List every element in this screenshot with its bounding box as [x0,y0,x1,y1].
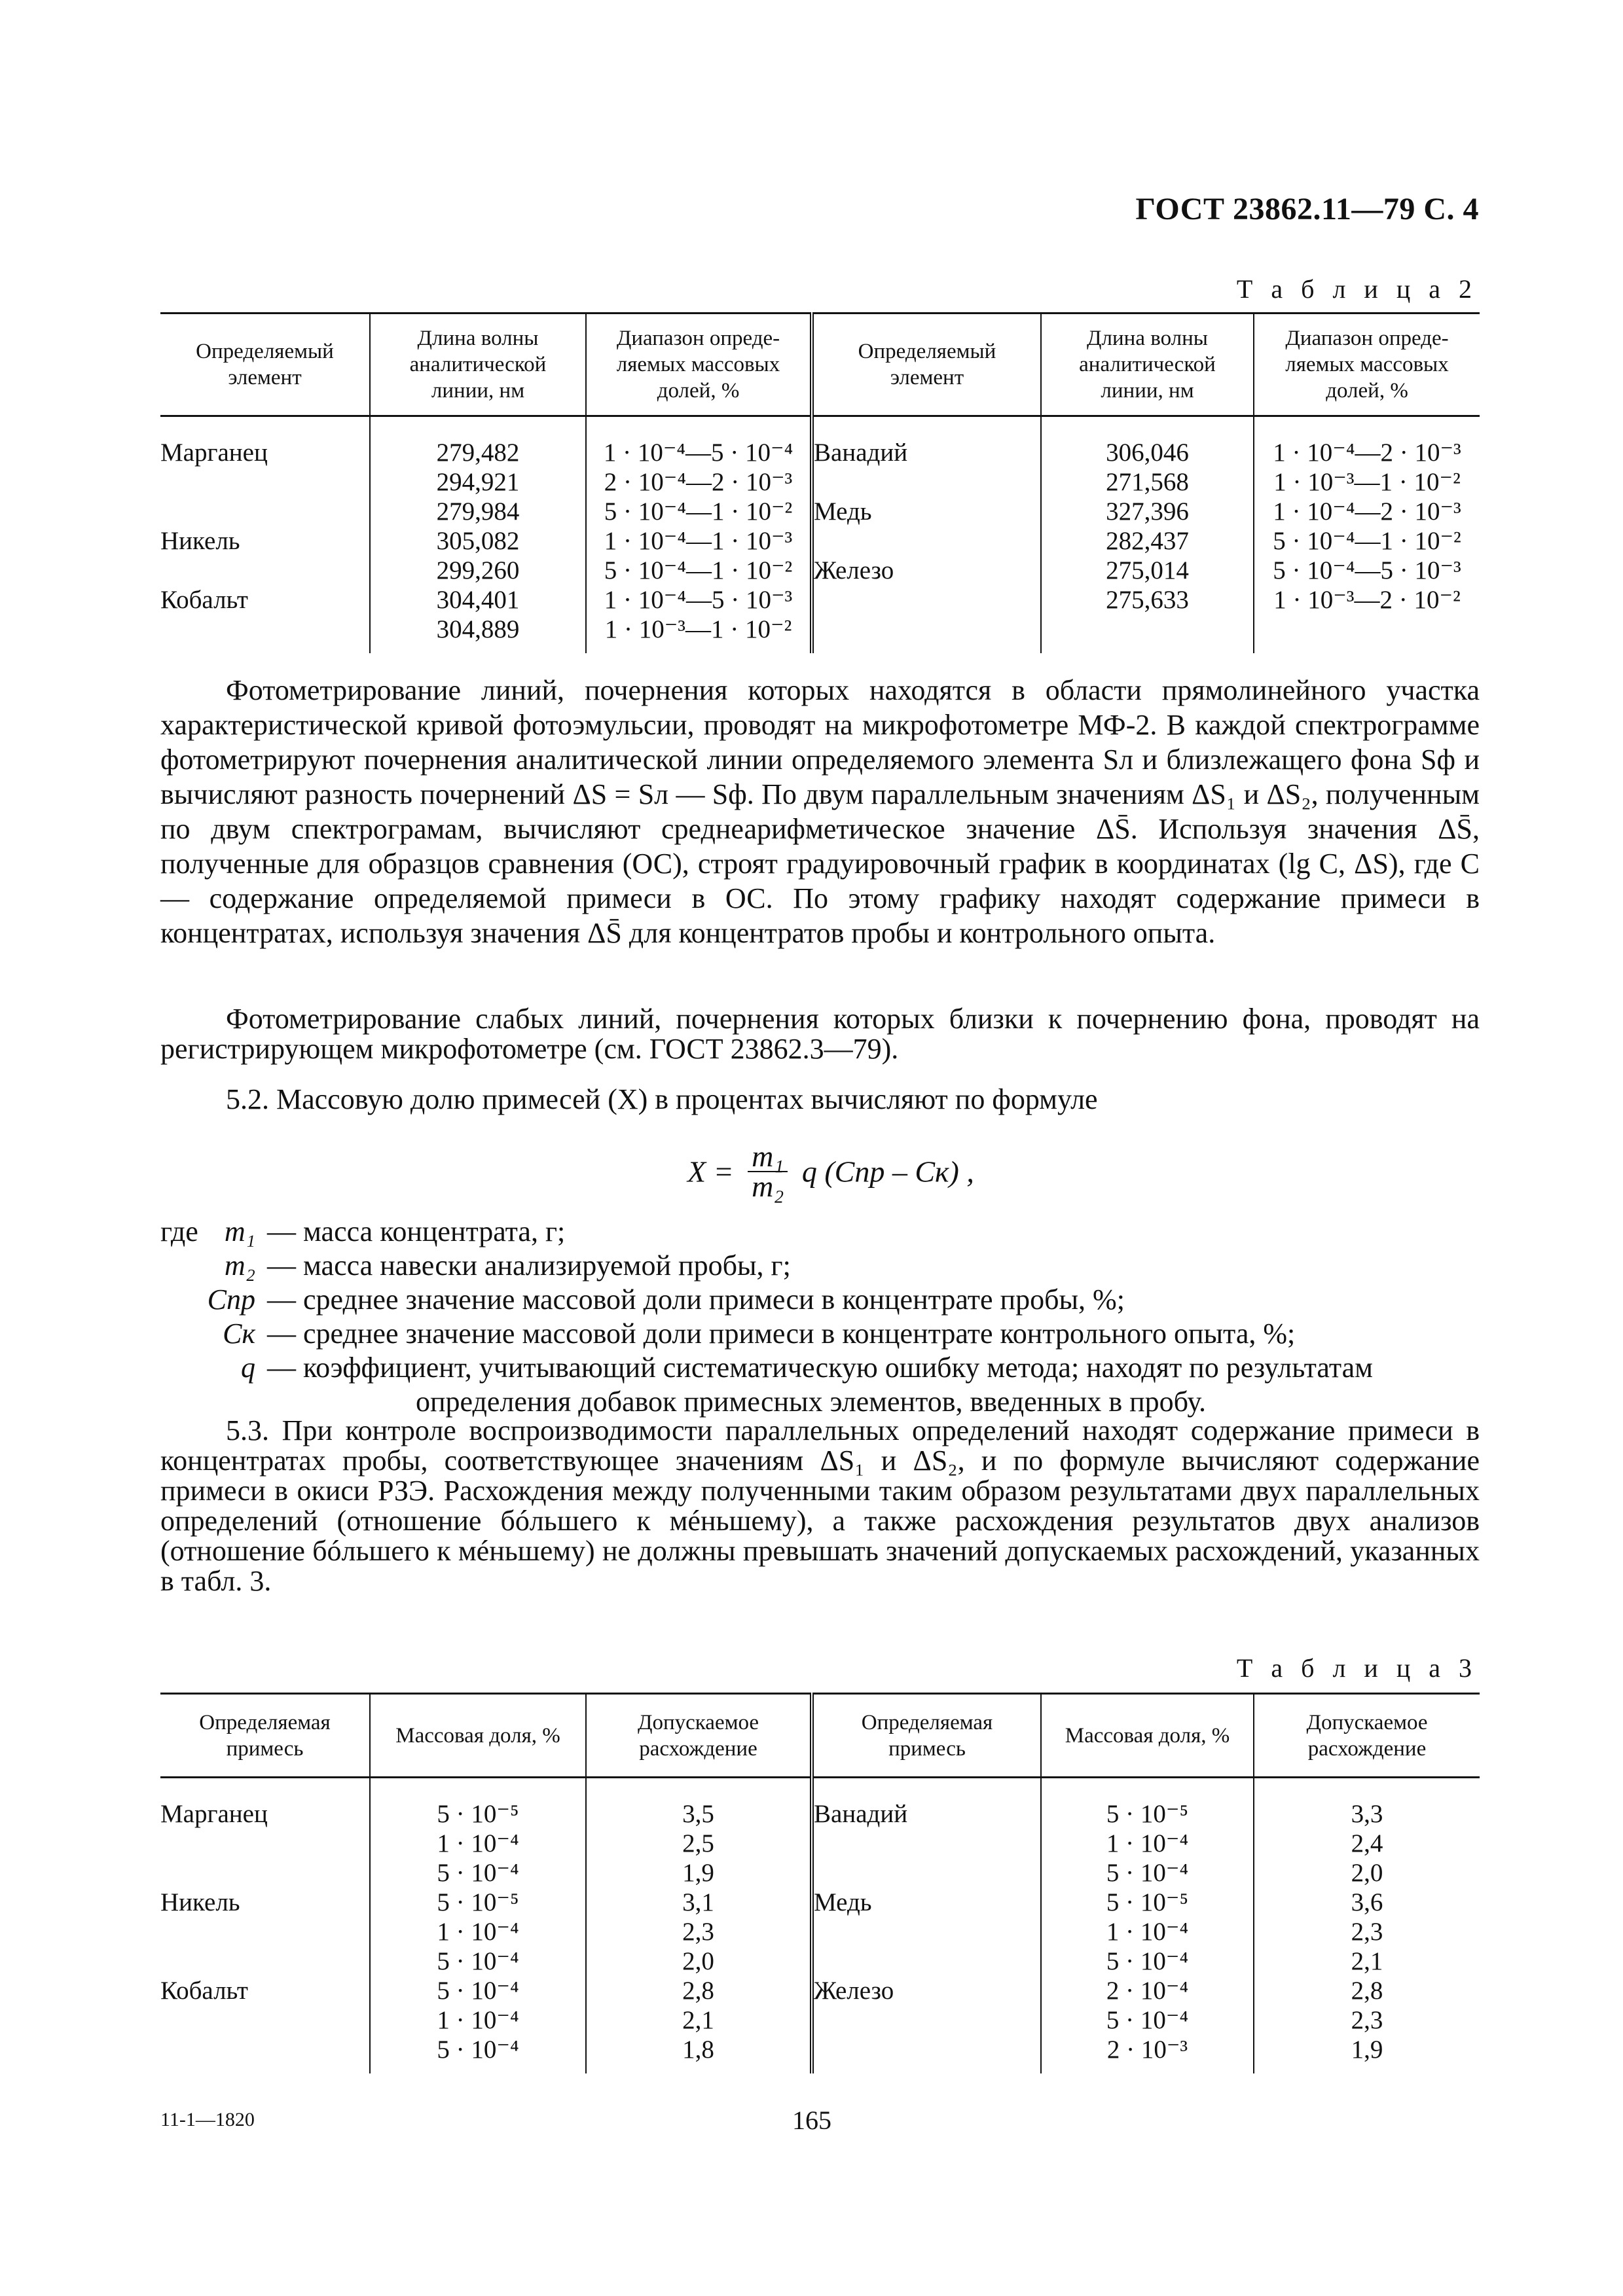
table2-wavelength-cell: 305,082 [370,526,586,556]
table2-element-cell: Железо [812,556,1041,585]
table3-mass-cell: 1 · 10⁻⁴ [370,1829,586,1858]
table3-header-cell: Допускаемое расхождение [586,1694,812,1778]
table3-element-cell [160,2005,370,2035]
table3-mass-cell: 1 · 10⁻⁴ [370,2005,586,2035]
table2-wavelength-cell: 279,482 [370,416,586,468]
table2-range-cell: 1 · 10⁻³—2 · 10⁻² [1254,585,1480,615]
table3-allowed-cell: 1,8 [586,2035,812,2073]
table2-wavelength-cell: 275,014 [1041,556,1254,585]
table2-header-cell: Определяемый элемент [196,340,334,389]
table3-mass-cell: 2 · 10⁻⁴ [1041,1976,1254,2005]
table2-wavelength-cell: 282,437 [1041,526,1254,556]
table3-mass-cell: 5 · 10⁻⁵ [370,1888,586,1917]
definition-symbol: m₂ [224,1249,255,1282]
table3-element-cell: Железо [812,1976,1041,2005]
table3-allowed-cell: 3,5 [586,1778,812,1829]
table3-header-cell: Допускаемое расхождение [1254,1694,1480,1778]
table3-mass-cell: 5 · 10⁻⁴ [370,1946,586,1976]
table3-allowed-cell: 1,9 [1254,2035,1480,2073]
table-row [160,1858,1480,1888]
table2-element-cell [160,497,370,526]
mass-fraction-formula [687,1139,974,1203]
table3-mass-cell: 5 · 10⁻⁴ [370,1858,586,1888]
table2-wavelength-cell: 299,260 [370,556,586,585]
definition-text: — среднее значение массовой доли примеси в концентрате пробы, %; [267,1283,1125,1316]
definition-text: — среднее значение массовой доли примеси в концентрате контрольного опыта, %; [267,1318,1296,1350]
table3-element-cell: Медь [812,1888,1041,1917]
table3-allowed-cell: 2,8 [586,1976,812,2005]
table2-element-cell: Марганец [160,439,268,467]
table2-caption: Т а б л и ц а 2 [1236,274,1478,304]
table-row [160,1917,1480,1946]
table2-element-cell: Никель [160,527,240,555]
table2-range-cell: 5 · 10⁻⁴—5 · 10⁻³ [1254,556,1480,585]
table3-element-cell [812,1917,1041,1946]
table2-range-cell: 1 · 10⁻³—1 · 10⁻² [1254,467,1480,497]
table2-header-cell: Диапазон опреде- ляемых массовых долей, % [1254,314,1480,416]
table2-wavelength-cell: 306,046 [1041,416,1254,468]
definition-symbol: m₁ [224,1215,255,1247]
table2-wavelength-cell: 271,568 [1041,467,1254,497]
paragraph-weak-lines: Фотометрирование слабых линий, почернения которых близки к почернению фона, проводят на регистрирующем микрофотометре (см. ГОСТ 23862.3—79). [160,1003,1480,1065]
table3-mass-cell: 5 · 10⁻⁴ [370,2035,586,2073]
table3-element-cell [812,1858,1041,1888]
formula-fraction [748,1139,788,1203]
table3-element-cell [160,1946,370,1976]
table3-allowed-cell: 2,0 [1254,1858,1480,1888]
table3-element-cell [160,1858,370,1888]
formula-rest: q (Cпр – Cк) , [801,1155,974,1189]
formula-definitions [160,1215,1480,1419]
table3-allowed-cell: 1,9 [586,1858,812,1888]
definition-row [160,1215,1480,1249]
table3-header-cell: Массовая доля, % [370,1694,586,1778]
definition-continuation: определения добавок примесных элементов, введенных в пробу. [416,1386,1206,1418]
formula-lhs: X = [687,1155,734,1189]
table3-mass-cell: 5 · 10⁻⁴ [1041,2005,1254,2035]
table3-caption: Т а б л и ц а 3 [1236,1653,1478,1683]
table3-allowed-cell: 2,3 [1254,2005,1480,2035]
table2-element-cell [812,526,1041,556]
definition-text: — коэффициент, учитывающий систематическую ошибку метода; находят по результатам [267,1352,1373,1384]
paragraph-5-2: 5.2. Массовую долю примесей (X) в процентах вычисляют по формуле [226,1083,1098,1115]
table2-element-cell [812,585,1041,615]
table2-range-cell: 1 · 10⁻⁴—2 · 10⁻³ [1254,416,1480,468]
definitions-lead: где [160,1215,198,1247]
table3-header-cell: Массовая доля, % [1041,1694,1254,1778]
table3-element-cell: Ванадий [812,1778,1041,1829]
table2-range-cell: 1 · 10⁻⁴—2 · 10⁻³ [1254,497,1480,526]
table2-element-cell [160,556,370,585]
table2-wavelength-cell: 294,921 [370,467,586,497]
table-row [160,497,1480,526]
definition-row [160,1351,1480,1385]
table3-mass-cell: 1 · 10⁻⁴ [1041,1917,1254,1946]
table2-element-cell: Ванадий [812,416,1041,468]
table-row [160,1829,1480,1858]
table-row [160,1778,1480,1829]
table-row [160,1946,1480,1976]
table3-element-cell [812,2035,1041,2073]
formula-denominator: m₂ [752,1170,784,1203]
table3-element-cell [160,2035,370,2073]
definition-row [160,1317,1480,1351]
table3-mass-cell: 5 · 10⁻⁴ [1041,1858,1254,1888]
table-row [160,615,1480,653]
table2-range-cell: 5 · 10⁻⁴—1 · 10⁻² [586,497,812,526]
definition-text: — масса навески анализируемой пробы, г; [267,1249,791,1282]
table-row [160,416,1480,468]
table2-element-cell: Кобальт [160,586,248,614]
table2-wavelength-cell: 304,889 [370,615,586,653]
table2-range-cell: 5 · 10⁻⁴—1 · 10⁻² [1254,526,1480,556]
table3-allowed-cell: 2,1 [586,2005,812,2035]
table2-element-cell: Медь [812,497,1041,526]
table3-allowed-cell: 2,0 [586,1946,812,1976]
table2-element-cell [812,615,1041,653]
definition-row [160,1249,1480,1283]
table3-allowed-cell: 2,1 [1254,1946,1480,1976]
table3-allowed-cell: 2,4 [1254,1829,1480,1858]
table2-range-cell: 1 · 10⁻⁴—1 · 10⁻³ [586,526,812,556]
table3-allowed-cell: 2,3 [1254,1917,1480,1946]
table3-mass-cell: 2 · 10⁻³ [1041,2035,1254,2073]
table2-range-cell [1254,615,1480,653]
table2-wavelength-cell: 275,633 [1041,585,1254,615]
table3-mass-cell: 1 · 10⁻⁴ [370,1917,586,1946]
table3-allowed-cell: 3,6 [1254,1888,1480,1917]
definition-row [160,1283,1480,1317]
table3-element-cell [160,1917,370,1946]
table2-header-cell: Диапазон опреде- ляемых массовых долей, % [586,314,812,416]
table-row [160,1976,1480,2005]
table3-mass-cell: 5 · 10⁻⁵ [1041,1778,1254,1829]
table3-element-cell [812,1829,1041,1858]
table2-header-row [160,314,1480,416]
table3-header-cell: Определяемая примесь [812,1694,1041,1778]
table3-element-cell [160,1829,370,1858]
paragraph-5-3: 5.3. При контроле воспроизводимости параллельных определений находят содержание примеси в концентратах пробы, соответствующее значениям ΔS₁ и ΔS₂, и по формуле вычисляют содержание примеси в окиси РЗЭ. Расхождения между полученными таким образом результатами двух параллельных определений (отношение бóльшего к мéньшему), а также расхождения результатов двух анализов (отношение бóльшего к мéньшему) не должны превышать значений допускаемых расхождений, указанных в табл. 3. [160,1414,1480,1597]
table3-allowed-cell: 2,3 [586,1917,812,1946]
table3-element-cell [812,1946,1041,1976]
document-header: ГОСТ 23862.11—79 С. 4 [1135,192,1479,226]
footer-print-code: 11-1—1820 [160,2109,255,2130]
table2-header-cell: Длина волны аналитической линии, нм [1041,314,1254,416]
table2-element-cell [160,615,370,653]
page-number: 165 [792,2106,831,2135]
table2-range-cell: 1 · 10⁻⁴—5 · 10⁻³ [586,585,812,615]
table-row [160,467,1480,497]
table3-element-cell: Никель [160,1888,240,1916]
table3-mass-cell: 5 · 10⁻⁵ [370,1778,586,1829]
table3-allowed-cell: 2,8 [1254,1976,1480,2005]
table3-allowed-cell: 3,3 [1254,1778,1480,1829]
table2-range-cell: 1 · 10⁻³—1 · 10⁻² [586,615,812,653]
table2-range-cell: 5 · 10⁻⁴—1 · 10⁻² [586,556,812,585]
paragraph-photometry: Фотометрирование линий, почернения которых находятся в области прямолинейного участка характеристической кривой фотоэмульсии, проводят на микрофотометре МФ-2. В каждой спектрограмме фотометрируют почернения аналитической линии определяемого элемента Sл и близлежащего фона Sф и вычисляют разность почернений ΔS = Sл — Sф. По двум параллельным значениям ΔS₁ и ΔS₂, полученным по двум спектрограмам, вычисляют среднеарифметическое значение ΔS̄. Используя значения ΔS̄, полученные для образцов сравнения (ОС), строят градуировочный график в координатах (lg C, ΔS), где C — содержание определяемой примеси в ОС. По этому графику находят содержание примеси в концентратах, используя значения ΔS̄ для концентратов пробы и контрольного опыта. [160,674,1480,949]
table-row [160,556,1480,585]
table2-wavelength-cell: 279,984 [370,497,586,526]
table2-wavelength-cell: 304,401 [370,585,586,615]
table3-element-cell: Кобальт [160,1977,248,2005]
table2-wavelength-cell: 327,396 [1041,497,1254,526]
table2-element-cell [160,467,370,497]
definition-symbol: Cк [223,1318,255,1350]
table3-element-cell [812,2005,1041,2035]
table3-mass-cell: 5 · 10⁻⁴ [370,1976,586,2005]
table3-allowed-cell: 2,5 [586,1829,812,1858]
table3-header-row [160,1694,1480,1778]
table-row [160,2035,1480,2073]
table-row [160,526,1480,556]
table-row [160,585,1480,615]
table3-header-cell: Определяемая примесь [199,1710,331,1761]
table2-element-cell [812,467,1041,497]
table3-mass-cell: 5 · 10⁻⁴ [1041,1946,1254,1976]
table3-mass-cell: 1 · 10⁻⁴ [1041,1829,1254,1858]
table3-allowed-cell: 3,1 [586,1888,812,1917]
table2-range-cell: 2 · 10⁻⁴—2 · 10⁻³ [586,467,812,497]
table3-mass-cell: 5 · 10⁻⁵ [1041,1888,1254,1917]
table3-element-cell: Марганец [160,1800,268,1828]
table2 [160,312,1480,653]
definition-symbol: q [241,1352,255,1384]
table2-range-cell: 1 · 10⁻⁴—5 · 10⁻⁴ [586,416,812,468]
formula-numerator: m₁ [748,1142,788,1172]
definition-symbol: Cпр [207,1283,255,1316]
table2-wavelength-cell [1041,615,1254,653]
table2-header-cell: Определяемый элемент [812,314,1041,416]
table3 [160,1693,1480,2073]
table-row [160,2005,1480,2035]
table2-header-cell: Длина волны аналитической линии, нм [370,314,586,416]
table-row [160,1888,1480,1917]
definition-text: — масса концентрата, г; [267,1215,566,1247]
